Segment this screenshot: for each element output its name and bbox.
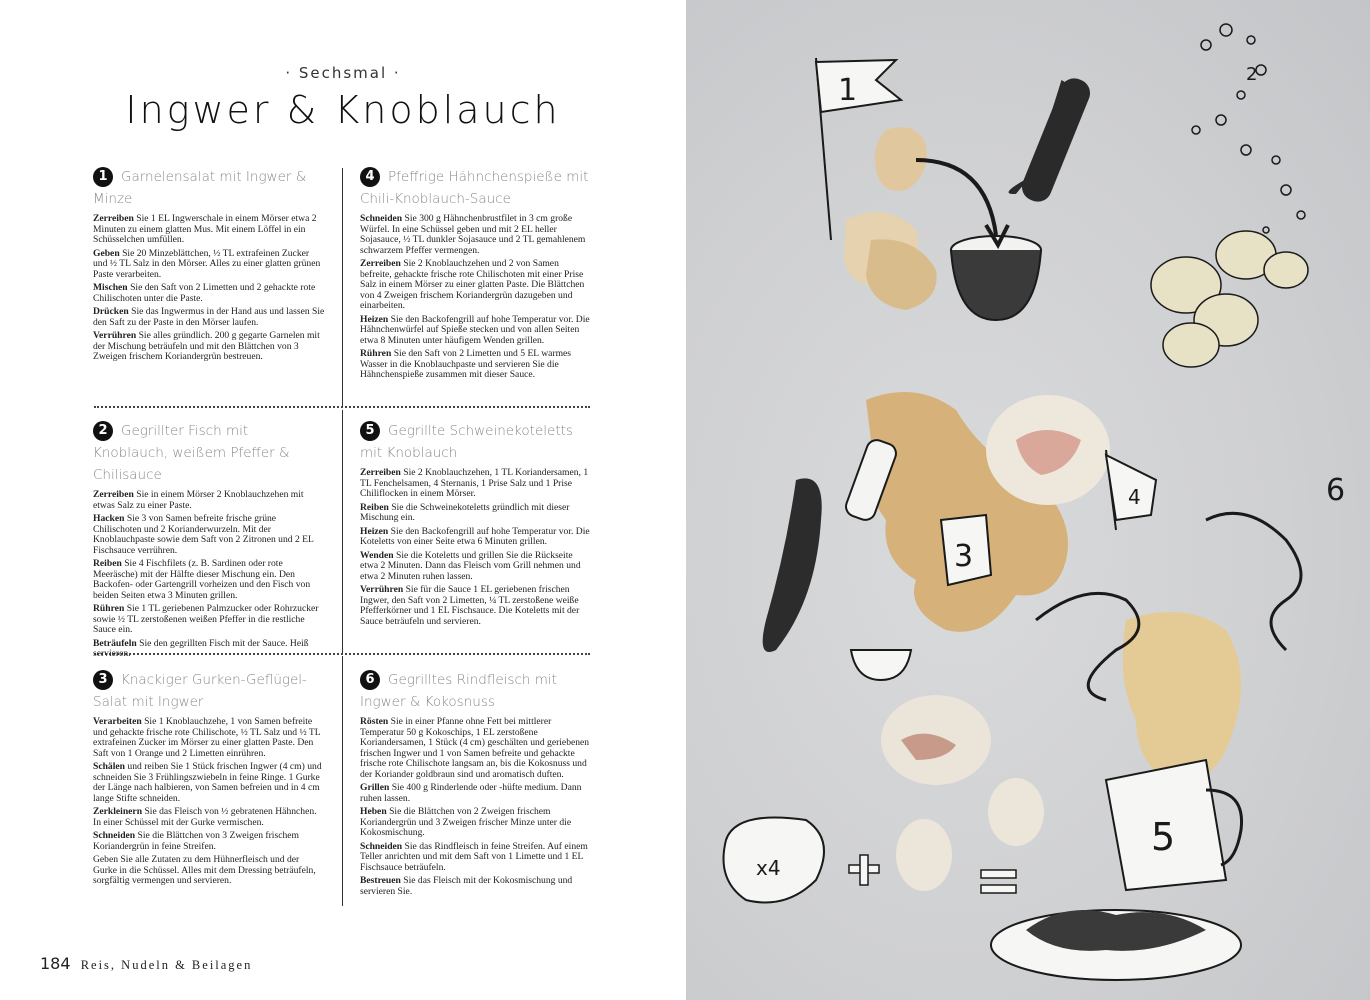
row-divider xyxy=(94,406,590,408)
recipe-step: Schneiden Sie die Blättchen von 3 Zweigen frischem Koriandergrün in feine Streifen. xyxy=(93,830,299,852)
recipe-step: Bestreuen Sie das Fleisch mit der Kokosmischung und servieren Sie. xyxy=(360,875,573,897)
recipe-1 xyxy=(93,166,325,366)
grilled-meat-illustration xyxy=(991,910,1241,980)
recipe-step: Rühren Sie den Saft von 2 Limetten und 5 EL warmes Wasser in die Knoblauchpaste und servieren Sie die Hähnchenspieße zusammen mit dieser Sauce. xyxy=(360,348,572,380)
recipe-title: Knackiger Gurken-Geflügel-Salat mit Ingwer xyxy=(93,672,307,710)
column-divider xyxy=(342,410,343,654)
bubbles-illustration xyxy=(1192,24,1305,233)
recipe-number: 5 xyxy=(360,421,380,441)
recipe-step: Heben Sie die Blättchen von 2 Zweigen frischem Koriandergrün und 3 Zweigen frischer Minze unter die Kokosmischung. xyxy=(360,806,572,838)
recipe-step: Schneiden Sie das Rindfleisch in feine Streifen. Auf einem Teller anrichten und mit dem Saft von 1 Limette und 1 EL Fischsauce beträufeln. xyxy=(360,840,588,873)
recipe-header xyxy=(93,166,325,210)
recipe-step: Drücken Sie das Ingwermus in der Hand aus und lassen Sie den Saft zu der Paste in den Mörser laufen. xyxy=(93,306,325,328)
equals-icon xyxy=(981,870,1016,893)
recipe-title: Garnelensalat mit Ingwer & Minze xyxy=(93,169,307,207)
column-divider xyxy=(342,168,343,408)
recipe-step: Schneiden Sie 300 g Hähnchenbrustfilet in 3 cm große Würfel. In eine Schüssel geben und mit 2 EL heller Sojasauce, ½ TL dunkler Sojasauce und 2 TL gemahlenem schwarzem Pfeffer vermengen. xyxy=(360,213,586,256)
kicker: · Sechsmal · xyxy=(285,64,401,82)
page-title: Ingwer & Knoblauch xyxy=(125,88,561,132)
recipe-step: Zerkleinern Sie das Fleisch von ½ gebratenen Hähnchen. In einer Schüssel mit der Gurke vermischen. xyxy=(93,806,317,828)
recipe-step: Verrühren Sie für die Sauce 1 EL geriebenen frischen Ingwer, den Saft von 2 Limetten, ¼ TL zerstoßene weiße Pfefferkörner und 1 EL Fischsauce. Die Koteletts mit der Sauce beträufeln und servieren. xyxy=(360,584,580,627)
recipe-step: Zerreiben Sie in einem Mörser 2 Knoblauchzehen mit etwas Salz zu einer Paste. xyxy=(93,489,304,511)
recipe-step: Heizen Sie den Backofengrill auf hohe Temperatur vor. Die Hähnchenwürfel auf Spieße stecken und von allen Seiten etwa 8 Minuten unter häufigem Wenden grillen. xyxy=(360,313,590,346)
recipe-step: Hacken Sie 3 von Samen befreite frische grüne Chilischoten und 2 Korianderwurzeln. Mit der Knoblauchpaste sowie dem Saft von 2 Zitronen und 2 EL Fischsauce verrühren. xyxy=(93,513,314,556)
recipe-step: Zerreiben Sie 2 Knoblauchzehen, 1 TL Koriandersamen, 1 TL Fenchelsamen, 4 Sternanis, 1 Prise Salz und 1 Prise Chiliflocken in einem Mörser. xyxy=(360,467,589,499)
recipe-title: Pfeffrige Hähnchenspieße mit Chili-Knoblauch-Sauce xyxy=(360,169,589,207)
bowl-illustration xyxy=(851,650,911,680)
plus-icon xyxy=(849,855,879,885)
cucumber-illustration xyxy=(763,478,822,652)
steak-illustration xyxy=(724,818,825,903)
bubble-number: 2 xyxy=(1246,64,1258,85)
tag-3-illustration xyxy=(941,515,991,585)
recipe-step: Mischen Sie den Saft von 2 Limetten und 2 gehackte rote Chilischoten unter die Paste. xyxy=(93,282,316,304)
recipe-number: 1 xyxy=(93,167,113,187)
recipe-step: Schälen und reiben Sie 1 Stück frischen Ingwer (4 cm) und schneiden Sie 3 Frühlingszwiebeln in feine Ringe. 1 Gurke der Länge nach halbieren, von Samen befreien und in 4 cm lange Stifte schneiden. xyxy=(93,761,322,804)
recipe-step: Heizen Sie den Backofengrill auf hohe Temperatur vor. Die Koteletts von einer Seite etwa 6 Minuten grillen. xyxy=(360,525,590,547)
recipe-step: Rühren Sie 1 TL geriebenen Palmzucker oder Rohrzucker sowie ½ TL zerstoßenen weißen Pfeffer in die restliche Sauce ein. xyxy=(93,603,319,635)
jug-number: 5 xyxy=(1151,815,1176,859)
page-number: 184 xyxy=(40,954,71,973)
ingredient-illustration xyxy=(686,0,1370,1000)
recipe-title: Gegrillte Schweinekoteletts mit Knoblauch xyxy=(360,423,573,461)
fish-illustration xyxy=(1151,231,1308,367)
recipe-step: Wenden Sie die Koteletts und grillen Sie die Rückseite etwa 2 Minuten. Dann das Fleisch vom Grill nehmen und etwa 2 Minuten ruhen lassen. xyxy=(360,549,581,582)
recipe-number: 2 xyxy=(93,421,113,441)
column-divider xyxy=(342,656,343,906)
recipe-step: Geben Sie 20 Minzeblättchen, ½ TL extrafeinen Zucker und ½ TL Salz in den Mörser. Alles zu einer glatten grünen Paste verarbeiten. xyxy=(93,247,321,280)
recipe-title: Gegrilltes Rindfleisch mit Ingwer & Kokosnuss xyxy=(360,672,557,710)
recipe-number: 6 xyxy=(360,670,380,690)
recipe-4 xyxy=(360,166,592,384)
recipe-header xyxy=(360,669,592,713)
recipe-step: Verrühren Sie alles gründlich. 200 g gegarte Garnelen mit der Mischung beträufeln und mit den Blättchen von 3 Zweigen frischem Koriandergrün bestreuen. xyxy=(93,330,320,362)
recipe-step: Beträufeln Sie den gegrillten Fisch mit der Sauce. Heiß servieren. xyxy=(93,637,309,659)
recipe-step: Zerreiben Sie 2 Knoblauchzehen und 2 von Samen befreite, gehackte frische rote Chilischoten mit einer Prise Salz in einem Mörser zu einer glatten Paste. Die Blättchen von 4 Zweigen frischem Koriandergrün dazugeben und einarbeiten. xyxy=(360,258,585,311)
flag-4-illustration xyxy=(1106,450,1156,530)
recipe-2 xyxy=(93,420,325,663)
recipe-5 xyxy=(360,420,592,630)
recipe-step: Zerreiben Sie 1 EL Ingwerschale in einem Mörser etwa 2 Minuten zu einem glatten Mus. Mit einem Löffel in ein Schüsselchen umfüllen. xyxy=(93,213,317,245)
page-footer xyxy=(40,954,252,973)
recipe-step: Reiben Sie die Schweinekoteletts gründlich mit dieser Mischung ein. xyxy=(360,501,570,523)
recipe-header xyxy=(93,420,325,486)
recipe-step: Geben Sie alle Zutaten zu dem Hühnerfleisch und der Gurke in die Schüssel. Alles mit dem Dressing beträufeln, sorgfältig vermengen und servieren. xyxy=(93,854,316,886)
flag-number: 1 xyxy=(838,73,858,108)
flag4-number: 4 xyxy=(1128,485,1141,509)
recipe-step: Verarbeiten Sie 1 Knoblauchzehe, 1 von Samen befreite und gehackte frische rote Chilischote, ½ TL Salz und ½ TL extrafeinen Zucker im Mörser zu einer glatten Paste. Den Saft von 1 Orange und 2 Limetten einrühren. xyxy=(93,716,321,759)
recipe-header xyxy=(93,669,325,713)
recipe-step: Reiben Sie 4 Fischfilets (z. B. Sardinen oder rote Meeräsche) mit der Hälfte dieser Mischung ein. Den Backofen- oder Gartengrill vorheizen und den Fisch von beiden Seiten etwa 3 Minuten grillen. xyxy=(93,558,311,601)
recipe-title: Gegrillter Fisch mit Knoblauch, weißem Pfeffer & Chilisauce xyxy=(93,423,290,483)
recipe-header xyxy=(360,420,592,464)
mortar-illustration xyxy=(916,74,1094,320)
recipe-6 xyxy=(360,669,592,900)
recipe-step: Rösten Sie in einer Pfanne ohne Fett bei mittlerer Temperatur 50 g Kokoschips, 1 EL zerstoßene Koriandersamen, 1 Stück (4 cm) geschälten und geriebenen frischen Ingwer und 1 von Samen befreite und gehackte frische rote Chilischote langsam an, bis die Kokosnuss und der Koriander goldbraun sind und aromatisch duften. xyxy=(360,716,590,780)
recipe-number: 4 xyxy=(360,167,380,187)
steak-label: x4 xyxy=(756,856,781,880)
illustration-page xyxy=(686,0,1370,1000)
recipe-number: 3 xyxy=(93,670,113,690)
recipe-3 xyxy=(93,669,325,890)
section-title: Reis, Nudeln & Beilagen xyxy=(80,958,253,972)
jug-5-illustration xyxy=(1106,760,1242,890)
dragon-number: 6 xyxy=(1326,473,1346,508)
recipe-header xyxy=(360,166,592,210)
recipe-step: Grillen Sie 400 g Rinderlende oder -hüfte medium. Dann ruhen lassen. xyxy=(360,782,582,804)
tag-number: 3 xyxy=(954,539,974,574)
